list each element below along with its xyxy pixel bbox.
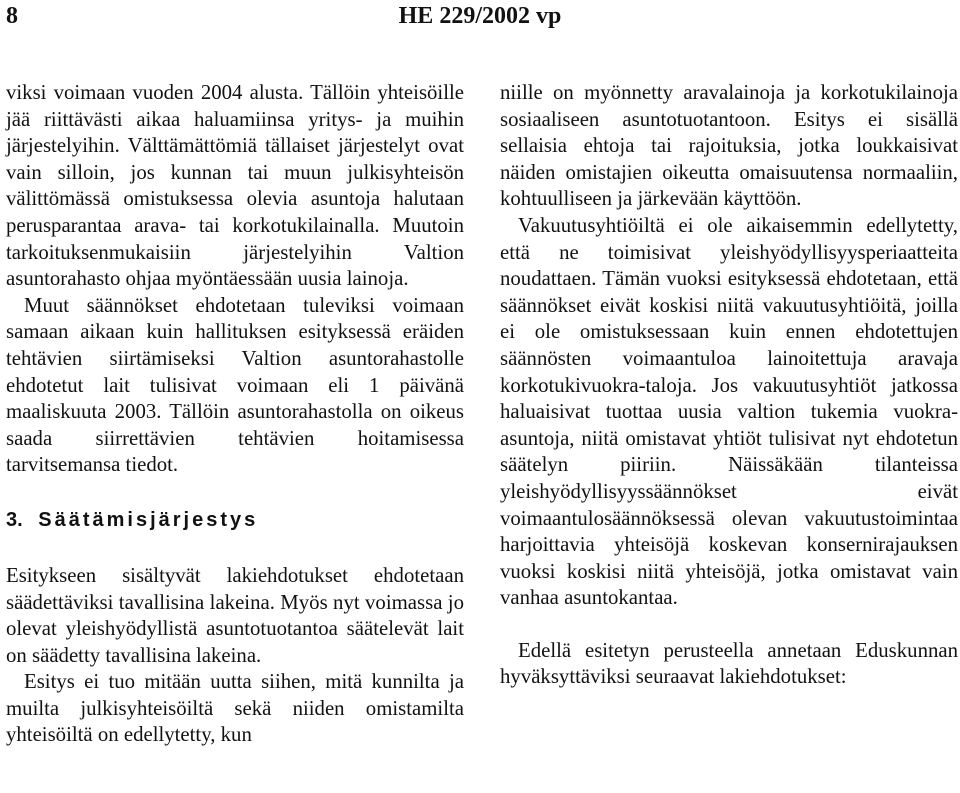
section-number: 3. bbox=[6, 508, 23, 531]
paragraph: Esitykseen sisältyvät lakiehdotukset ehdotetaan säädettäviksi tavallisina lakeina. Myös nyt voimassa jo olevat yleishyödyllistä asuntotuotantoa säätelevät lait on säädetty tavallisina lakeina. bbox=[6, 563, 464, 667]
page-number: 8 bbox=[6, 3, 18, 29]
paragraph: niille on myönnetty aravalainoja ja korkotukilainoja sosiaaliseen asuntotuotantoon. Esitys ei sisällä sellaisia ehtoja tai rajoituksia, jotka loukkaisivat näiden omistajien oikeutta omaisuutensa normaaliin, kohtuulliseen ja järkevään käyttöön. bbox=[500, 81, 958, 211]
paragraph: Vakuutusyhtiöiltä ei ole aikaisemmin edellytetty, että ne toimisivat yleishyödyllisyysperiaatteita noudattaen. Tämän vuoksi esityksessä ehdotetaan, että säännökset eivät koskisi niitä vakuutusyhtiöitä, joilla ei ole omistuksessaan kuin ennen ehdotettujen säännösten voimaantuloa lainoitettuja aravaja korkotukivuokra-taloja. Jos vakuutusyhtiöt jatkossa haluaisivat tuottaa uusia valtion tukemia vuokra-asuntoja, niitä omistavat yhtiöt tulisivat nyt ehdotetun säätelyn piiriin. Näissäkään tilanteissa yleishyödyllisyyssäännökset eivät voimaantulosäännöksessä olevan vakuutustoimintaa harjoittavia yhteisöjä koskevan konsernirajauksen vuoksi koskisi niitä yhteisöjä, jotka omistavat vain vanhaa asuntokantaa. bbox=[500, 213, 958, 610]
document-id: HE 229/2002 vp bbox=[398, 3, 562, 29]
paragraph: Edellä esitetyn perusteella annetaan Eduskunnan hyväksyttäviksi seuraavat lakiehdotukset: bbox=[500, 638, 958, 689]
left-column bbox=[6, 80, 464, 749]
paragraph: viksi voimaan vuoden 2004 alusta. Tällöin yhteisöille jää riittävästi aikaa haluamiinsa yritys- ja muihin järjestelyihin. Välttämättömiä tällaiset järjestelyt ovat vain silloin, jos kunnan tai muun julkisyhteisön välittömässä omistuksessa olevia asuntoja halutaan perusparantaa arava- tai korkotukilainalla. Muutoin tarkoituksenmukaisiin järjestelyihin Valtion asuntorahasto ohjaa myöntäessään uusia lainoja. bbox=[6, 81, 464, 291]
section-title: Säätämisjärjestys bbox=[38, 508, 259, 531]
section-heading bbox=[6, 507, 464, 533]
paragraph: Muut säännökset ehdotetaan tuleviksi voimaan samaan aikaan kuin hallituksen esityksessä eräiden tehtävien siirtämiseksi Valtion asuntorahastolle ehdotetut lait tulisivat voimaan eli 1 päivänä maaliskuuta 2003. Tällöin asuntorahastolla on oikeus saada siirrettävien tehtävien hoitamisessa tarvitsemansa tiedot. bbox=[6, 293, 464, 477]
paragraph: Esitys ei tuo mitään uutta siihen, mitä kunnilta ja muilta julkisyhteisöiltä sekä niiden omistamilta yhteisöiltä on edellytetty, kun bbox=[6, 670, 464, 747]
right-column bbox=[500, 80, 958, 691]
